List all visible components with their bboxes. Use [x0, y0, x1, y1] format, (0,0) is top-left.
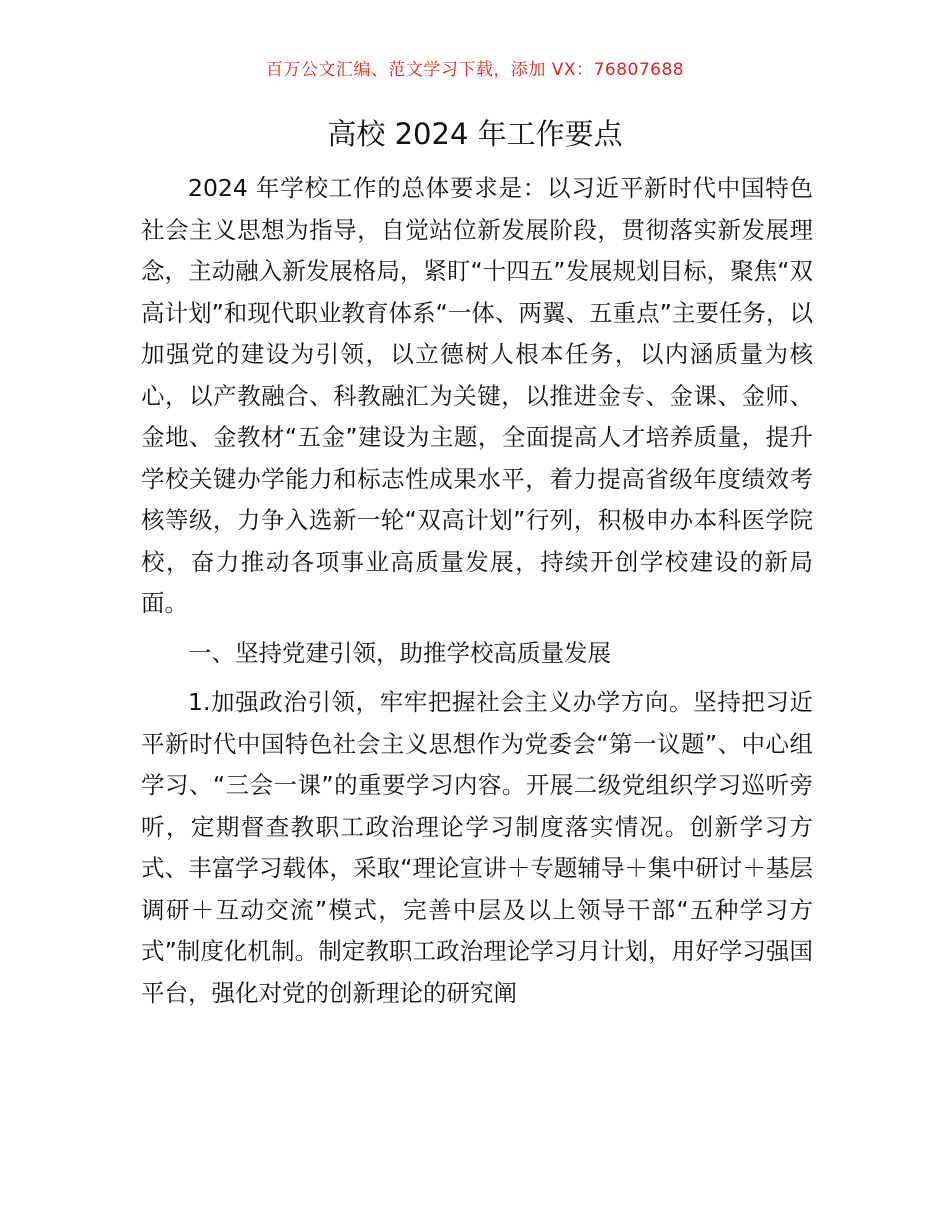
header-note: 百万公文汇编、范文学习下载，添加 VX：76807688 — [265, 60, 685, 80]
document-body — [141, 168, 813, 1014]
section-heading: 一、坚持党建引领，助推学校高质量发展 — [188, 638, 611, 667]
item-paragraph: 1.加强政治引领，牢牢把握社会主义办学方向。坚持把习近平新时代中国特色社会主义思想作为党委会“第一议题”、中心组学习、“三会一课”的重要学习内容。开展二级党组织学习巡听旁听，定期督查教职工政治理论学习制度落实情况。创新学习方式、丰富学习载体，采取“理论宣讲＋专题辅导＋集中研讨＋基层调研＋互动交流”模式，完善中层及以上领导干部“五种学习方式”制度化机制。制定教职工政治理论学习月计划，用好学习强国平台，强化对党的创新理论的研究阐 — [141, 688, 813, 1007]
intro-paragraph: 2024 年学校工作的总体要求是：以习近平新时代中国特色社会主义思想为指导，自觉站位新发展阶段，贯彻落实新发展理念，主动融入新发展格局，紧盯“十四五”发展规划目标，聚焦“双高计划”和现代职业教育体系“一体、两翼、五重点”主要任务，以加强党的建设为引领，以立德树人根本任务，以内涵质量为核心，以产教融合、科教融汇为关键，以推进金专、金课、金师、金地、金教材“五金”建设为主题，全面提高人才培养质量，提升学校关键办学能力和标志性成果水平，着力提高省级年度绩效考核等级，力争入选新一轮“双高计划”行列，积极申办本科医学院校，奋力推动各项事业高质量发展，持续开创学校建设的新局面。 — [141, 174, 813, 617]
document-title: 高校 2024 年工作要点 — [327, 117, 623, 151]
